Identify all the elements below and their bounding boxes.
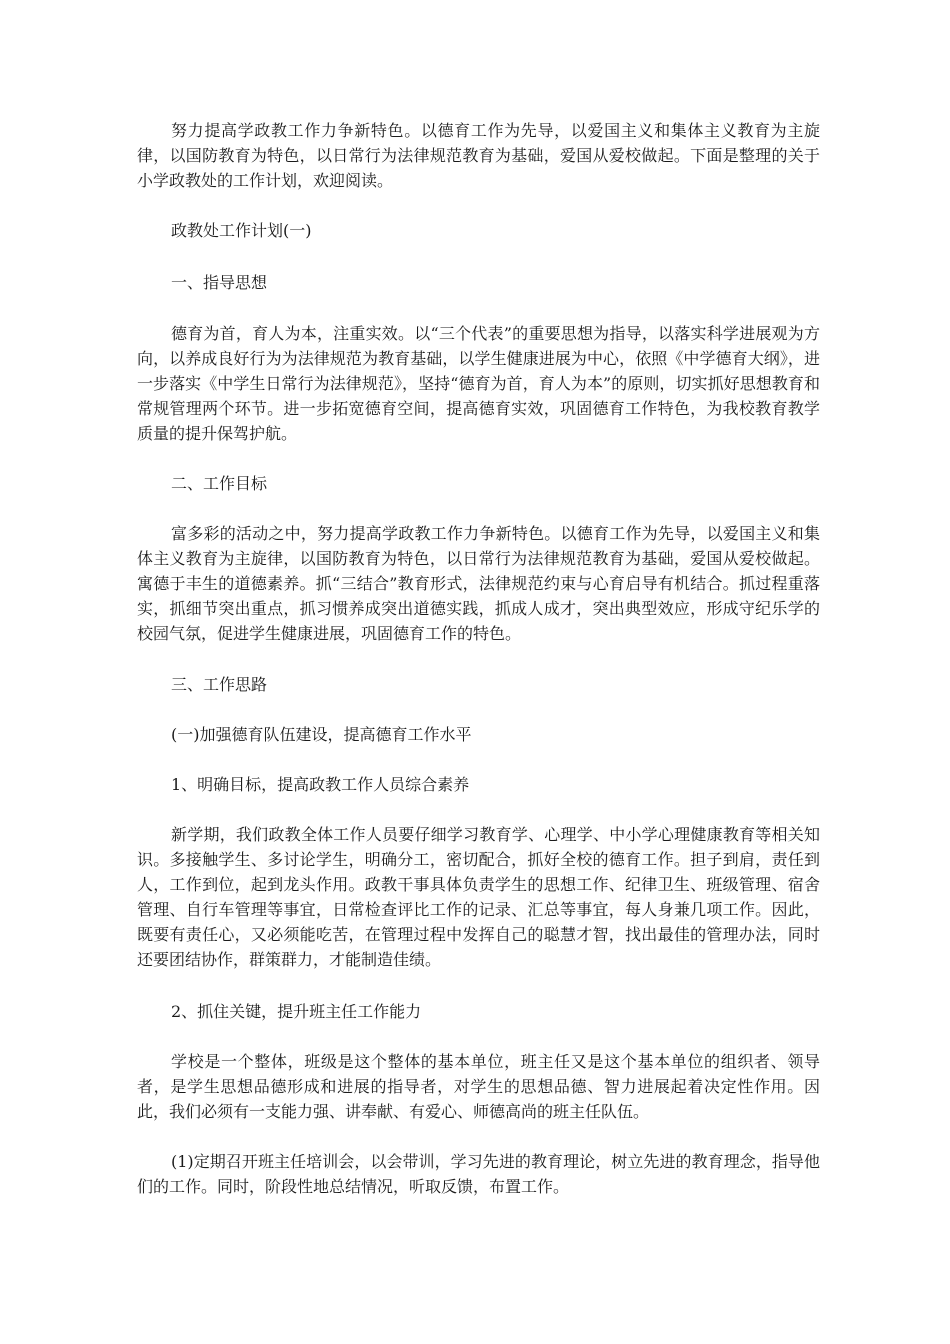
- item1-heading: 1、明确目标，提高政教工作人员综合素养: [171, 775, 470, 794]
- section1-heading: 一、指导思想: [171, 273, 268, 292]
- subsection1-heading: (一)加强德育队伍建设，提高德育工作水平: [171, 725, 472, 744]
- section2-heading: 二、工作目标: [171, 474, 268, 493]
- item1-body: 新学期，我们政教全体工作人员要仔细学习教育学、心理学、中小学心理健康教育等相关知识。多接触学生、多讨论学生，明确分工，密切配合，抓好全校的德育工作。担子到肩，责任到人，工作到位，起到龙头作用。政教干事具体负责学生的思想工作、纪律卫生、班级管理、宿舍管理、自行车管理等事宜，日常检查评比工作的记录、汇总等事宜，每人身兼几项工作。因此，既要有责任心，又必须能吃苦，在管理过程中发挥自己的聪慧才智，找出最佳的管理办法，同时还要团结协作，群策群力，才能制造佳绩。: [137, 825, 820, 969]
- item2-heading: 2、抓住关键，提升班主任工作能力: [171, 1002, 422, 1021]
- document-page: [137, 118, 820, 1199]
- section2-body: 富多彩的活动之中，努力提高学政教工作力争新特色。以德育工作为先导，以爱国主义和集体主义教育为主旋律，以国防教育为特色，以日常行为法律规范教育为基础，爱国从爱校做起。寓德于丰生的道德素养。抓“三结合”教育形式，法律规范约束与心育启导有机结合。抓过程重落实，抓细节突出重点，抓习惯养成突出道德实践，抓成人成才，突出典型效应，形成守纪乐学的校园气氛，促进学生健康进展，巩固德育工作的特色。: [137, 524, 820, 643]
- item2-point1: (1)定期召开班主任培训会，以会带训，学习先进的教育理论，树立先进的教育理念，指导他们的工作。同时，阶段性地总结情况，听取反馈，布置工作。: [137, 1152, 820, 1196]
- section1-body: 德育为首，育人为本，注重实效。以“三个代表”的重要思想为指导，以落实科学进展观为方向，以养成良好行为为法律规范为教育基础，以学生健康进展为中心，依照《中学德育大纲》，进一步落实《中学生日常行为法律规范》，坚持“德育为首，育人为本”的原则，切实抓好思想教育和常规管理两个环节。进一步拓宽德育空间，提高德育实效，巩固德育工作特色，为我校教育教学质量的提升保驾护航。: [137, 324, 820, 443]
- item2-body: 学校是一个整体，班级是这个整体的基本单位，班主任又是这个基本单位的组织者、领导者，是学生思想品德形成和进展的指导者，对学生的思想品德、智力进展起着决定性作用。因此，我们必须有一支能力强、讲奉献、有爱心、师德高尚的班主任队伍。: [137, 1052, 820, 1121]
- intro-paragraph: 努力提高学政教工作力争新特色。以德育工作为先导，以爱国主义和集体主义教育为主旋律，以国防教育为特色，以日常行为法律规范教育为基础，爱国从爱校做起。下面是整理的关于小学政教处的工作计划，欢迎阅读。: [137, 121, 820, 190]
- section3-heading: 三、工作思路: [171, 675, 268, 694]
- plan-title: 政教处工作计划(一): [171, 221, 312, 240]
